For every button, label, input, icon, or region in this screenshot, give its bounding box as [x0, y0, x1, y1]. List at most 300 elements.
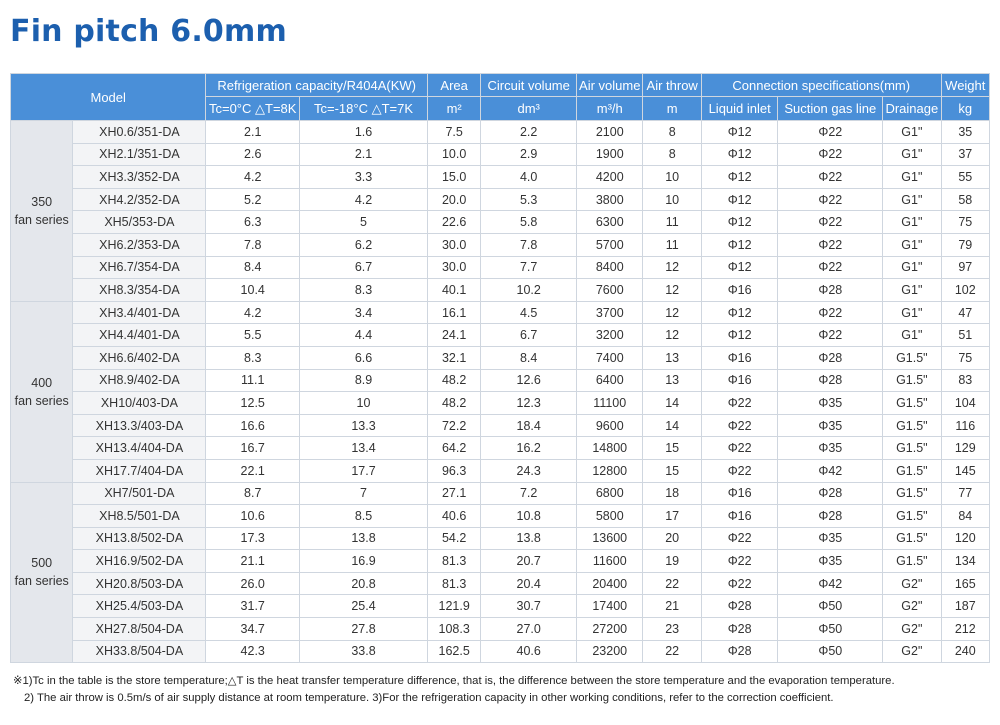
cell-circuit-volume: 7.2: [481, 482, 577, 505]
cell-circuit-volume: 12.6: [481, 369, 577, 392]
cell-model: XH0.6/351-DA: [73, 121, 206, 144]
page-title: Fin pitch 6.0mm: [10, 14, 287, 49]
cell-liquid-inlet: Φ22: [701, 572, 778, 595]
cell-model: XH13.8/502-DA: [73, 527, 206, 550]
cell-circuit-volume: 10.2: [481, 279, 577, 302]
cell-weight: 187: [941, 595, 989, 618]
cell-weight: 129: [941, 437, 989, 460]
table-row: [11, 279, 990, 302]
cell-refrig-tc0: 8.4: [206, 256, 300, 279]
cell-refrig-tc0: 7.8: [206, 233, 300, 256]
cell-area: 48.2: [427, 392, 480, 415]
header-air-throw: Air throw: [643, 74, 701, 97]
series-number: 350: [31, 194, 53, 209]
cell-refrig-tc0: 12.5: [206, 392, 300, 415]
table-row: [11, 256, 990, 279]
cell-circuit-volume: 13.8: [481, 527, 577, 550]
cell-suction-gas-line: Φ22: [778, 166, 883, 189]
cell-suction-gas-line: Φ22: [778, 233, 883, 256]
header-refrigeration: Refrigeration capacity/R404A(KW): [206, 74, 428, 97]
cell-air-volume: 8400: [577, 256, 643, 279]
cell-air-throw: 23: [643, 618, 701, 641]
cell-circuit-volume: 20.4: [481, 572, 577, 595]
cell-model: XH20.8/503-DA: [73, 572, 206, 595]
cell-suction-gas-line: Φ42: [778, 572, 883, 595]
cell-suction-gas-line: Φ50: [778, 640, 883, 663]
cell-circuit-volume: 40.6: [481, 640, 577, 663]
cell-suction-gas-line: Φ28: [778, 279, 883, 302]
cell-circuit-volume: 8.4: [481, 346, 577, 369]
cell-air-volume: 1900: [577, 143, 643, 166]
cell-model: XH3.3/352-DA: [73, 166, 206, 189]
cell-model: XH27.8/504-DA: [73, 618, 206, 641]
cell-drainage: G1": [883, 256, 941, 279]
cell-liquid-inlet: Φ12: [701, 233, 778, 256]
cell-refrig-tc-18: 10: [300, 392, 428, 415]
cell-circuit-volume: 16.2: [481, 437, 577, 460]
header-suction-gas-line: Suction gas line: [778, 97, 883, 121]
cell-area: 48.2: [427, 369, 480, 392]
cell-refrig-tc-18: 6.7: [300, 256, 428, 279]
cell-air-throw: 21: [643, 595, 701, 618]
cell-air-throw: 22: [643, 572, 701, 595]
cell-air-volume: 2100: [577, 121, 643, 144]
cell-air-throw: 8: [643, 121, 701, 144]
cell-refrig-tc0: 26.0: [206, 572, 300, 595]
cell-model: XH13.4/404-DA: [73, 437, 206, 460]
cell-refrig-tc-18: 8.5: [300, 505, 428, 528]
cell-model: XH5/353-DA: [73, 211, 206, 234]
cell-air-throw: 15: [643, 459, 701, 482]
table-row: [11, 527, 990, 550]
cell-drainage: G2": [883, 618, 941, 641]
cell-drainage: G1": [883, 233, 941, 256]
cell-liquid-inlet: Φ12: [701, 188, 778, 211]
table-body: [11, 121, 990, 663]
table-row: [11, 233, 990, 256]
cell-weight: 102: [941, 279, 989, 302]
cell-weight: 35: [941, 121, 989, 144]
series-label: [11, 301, 73, 482]
cell-drainage: G1": [883, 211, 941, 234]
cell-drainage: G2": [883, 640, 941, 663]
cell-refrig-tc-18: 6.2: [300, 233, 428, 256]
cell-liquid-inlet: Φ16: [701, 369, 778, 392]
cell-weight: 145: [941, 459, 989, 482]
cell-area: 121.9: [427, 595, 480, 618]
header-connection: Connection specifications(mm): [701, 74, 941, 97]
cell-refrig-tc-18: 13.4: [300, 437, 428, 460]
cell-air-volume: 9600: [577, 414, 643, 437]
cell-liquid-inlet: Φ12: [701, 256, 778, 279]
cell-refrig-tc0: 5.5: [206, 324, 300, 347]
table-row: [11, 143, 990, 166]
cell-refrig-tc0: 5.2: [206, 188, 300, 211]
cell-liquid-inlet: Φ22: [701, 550, 778, 573]
cell-liquid-inlet: Φ12: [701, 211, 778, 234]
cell-liquid-inlet: Φ28: [701, 595, 778, 618]
table-row: [11, 324, 990, 347]
table-row: [11, 121, 990, 144]
cell-weight: 104: [941, 392, 989, 415]
cell-liquid-inlet: Φ22: [701, 392, 778, 415]
cell-suction-gas-line: Φ22: [778, 188, 883, 211]
cell-refrig-tc-18: 20.8: [300, 572, 428, 595]
cell-air-volume: 7600: [577, 279, 643, 302]
cell-refrig-tc0: 16.7: [206, 437, 300, 460]
cell-liquid-inlet: Φ28: [701, 640, 778, 663]
cell-circuit-volume: 2.9: [481, 143, 577, 166]
cell-refrig-tc-18: 3.3: [300, 166, 428, 189]
cell-model: XH4.2/352-DA: [73, 188, 206, 211]
cell-drainage: G1": [883, 143, 941, 166]
series-text: fan series: [14, 393, 69, 408]
table-row: [11, 369, 990, 392]
cell-circuit-volume: 18.4: [481, 414, 577, 437]
spec-table: [10, 73, 990, 663]
header-circuit-unit: dm³: [481, 97, 577, 121]
cell-refrig-tc0: 2.6: [206, 143, 300, 166]
cell-suction-gas-line: Φ28: [778, 369, 883, 392]
cell-refrig-tc-18: 33.8: [300, 640, 428, 663]
cell-refrig-tc-18: 5: [300, 211, 428, 234]
cell-refrig-tc-18: 3.4: [300, 301, 428, 324]
cell-weight: 97: [941, 256, 989, 279]
cell-area: 24.1: [427, 324, 480, 347]
cell-refrig-tc0: 8.3: [206, 346, 300, 369]
cell-air-volume: 3200: [577, 324, 643, 347]
cell-liquid-inlet: Φ16: [701, 505, 778, 528]
header-area-unit: m²: [427, 97, 480, 121]
cell-suction-gas-line: Φ22: [778, 143, 883, 166]
cell-refrig-tc-18: 8.9: [300, 369, 428, 392]
cell-area: 22.6: [427, 211, 480, 234]
header-refrig-condition-1: Tc=0°C △T=8K: [206, 97, 300, 121]
cell-model: XH7/501-DA: [73, 482, 206, 505]
cell-suction-gas-line: Φ35: [778, 392, 883, 415]
cell-refrig-tc0: 31.7: [206, 595, 300, 618]
cell-air-throw: 12: [643, 324, 701, 347]
cell-area: 32.1: [427, 346, 480, 369]
series-number: 400: [31, 375, 53, 390]
cell-air-volume: 12800: [577, 459, 643, 482]
cell-circuit-volume: 27.0: [481, 618, 577, 641]
cell-drainage: G1.5": [883, 482, 941, 505]
cell-drainage: G1": [883, 301, 941, 324]
cell-air-volume: 3700: [577, 301, 643, 324]
cell-suction-gas-line: Φ22: [778, 121, 883, 144]
cell-circuit-volume: 6.7: [481, 324, 577, 347]
cell-refrig-tc0: 34.7: [206, 618, 300, 641]
cell-liquid-inlet: Φ28: [701, 618, 778, 641]
cell-drainage: G1.5": [883, 550, 941, 573]
cell-air-volume: 6300: [577, 211, 643, 234]
cell-suction-gas-line: Φ35: [778, 527, 883, 550]
cell-model: XH16.9/502-DA: [73, 550, 206, 573]
cell-suction-gas-line: Φ50: [778, 618, 883, 641]
cell-refrig-tc0: 4.2: [206, 301, 300, 324]
cell-air-throw: 22: [643, 640, 701, 663]
cell-circuit-volume: 2.2: [481, 121, 577, 144]
cell-refrig-tc0: 16.6: [206, 414, 300, 437]
cell-area: 64.2: [427, 437, 480, 460]
cell-air-throw: 10: [643, 188, 701, 211]
cell-liquid-inlet: Φ16: [701, 346, 778, 369]
cell-air-volume: 3800: [577, 188, 643, 211]
cell-drainage: G1.5": [883, 437, 941, 460]
cell-refrig-tc0: 42.3: [206, 640, 300, 663]
table-row: [11, 459, 990, 482]
cell-area: 108.3: [427, 618, 480, 641]
header-weight: Weight: [941, 74, 989, 97]
cell-air-throw: 19: [643, 550, 701, 573]
cell-model: XH4.4/401-DA: [73, 324, 206, 347]
cell-liquid-inlet: Φ12: [701, 143, 778, 166]
header-air-volume-unit: m³/h: [577, 97, 643, 121]
cell-refrig-tc-18: 8.3: [300, 279, 428, 302]
cell-suction-gas-line: Φ35: [778, 550, 883, 573]
cell-drainage: G1": [883, 188, 941, 211]
cell-air-throw: 12: [643, 256, 701, 279]
table-row: [11, 392, 990, 415]
table-row: [11, 166, 990, 189]
cell-drainage: G1.5": [883, 505, 941, 528]
cell-model: XH6.2/353-DA: [73, 233, 206, 256]
cell-area: 162.5: [427, 640, 480, 663]
cell-area: 40.1: [427, 279, 480, 302]
cell-air-throw: 20: [643, 527, 701, 550]
cell-suction-gas-line: Φ42: [778, 459, 883, 482]
cell-circuit-volume: 20.7: [481, 550, 577, 573]
cell-refrig-tc0: 21.1: [206, 550, 300, 573]
cell-refrig-tc0: 22.1: [206, 459, 300, 482]
cell-drainage: G1.5": [883, 527, 941, 550]
cell-weight: 83: [941, 369, 989, 392]
cell-air-volume: 4200: [577, 166, 643, 189]
cell-refrig-tc-18: 4.2: [300, 188, 428, 211]
series-number: 500: [31, 556, 53, 571]
cell-weight: 47: [941, 301, 989, 324]
cell-area: 72.2: [427, 414, 480, 437]
cell-air-throw: 13: [643, 369, 701, 392]
cell-liquid-inlet: Φ12: [701, 121, 778, 144]
cell-air-volume: 11100: [577, 392, 643, 415]
cell-weight: 79: [941, 233, 989, 256]
header-model: Model: [11, 74, 206, 121]
cell-air-volume: 13600: [577, 527, 643, 550]
cell-area: 15.0: [427, 166, 480, 189]
cell-model: XH17.7/404-DA: [73, 459, 206, 482]
cell-model: XH8.9/402-DA: [73, 369, 206, 392]
cell-suction-gas-line: Φ28: [778, 505, 883, 528]
footnotes: [13, 673, 895, 707]
header-air-volume: Air volume: [577, 74, 643, 97]
table-row: [11, 301, 990, 324]
cell-air-throw: 14: [643, 392, 701, 415]
cell-liquid-inlet: Φ16: [701, 482, 778, 505]
cell-weight: 134: [941, 550, 989, 573]
cell-weight: 165: [941, 572, 989, 595]
cell-air-throw: 14: [643, 414, 701, 437]
cell-refrig-tc-18: 1.6: [300, 121, 428, 144]
cell-air-volume: 6400: [577, 369, 643, 392]
cell-circuit-volume: 24.3: [481, 459, 577, 482]
cell-weight: 120: [941, 527, 989, 550]
cell-model: XH25.4/503-DA: [73, 595, 206, 618]
cell-model: XH10/403-DA: [73, 392, 206, 415]
cell-refrig-tc-18: 2.1: [300, 143, 428, 166]
cell-circuit-volume: 7.7: [481, 256, 577, 279]
cell-area: 10.0: [427, 143, 480, 166]
header-refrig-condition-2: Tc=-18°C △T=7K: [300, 97, 428, 121]
cell-circuit-volume: 5.3: [481, 188, 577, 211]
cell-air-volume: 5700: [577, 233, 643, 256]
cell-drainage: G1.5": [883, 369, 941, 392]
series-text: fan series: [14, 212, 69, 227]
cell-area: 27.1: [427, 482, 480, 505]
cell-circuit-volume: 30.7: [481, 595, 577, 618]
cell-air-throw: 15: [643, 437, 701, 460]
cell-drainage: G1": [883, 324, 941, 347]
cell-weight: 116: [941, 414, 989, 437]
table-row: [11, 211, 990, 234]
cell-refrig-tc-18: 7: [300, 482, 428, 505]
cell-circuit-volume: 4.0: [481, 166, 577, 189]
cell-liquid-inlet: Φ22: [701, 414, 778, 437]
cell-air-volume: 7400: [577, 346, 643, 369]
header-drainage: Drainage: [883, 97, 941, 121]
cell-model: XH8.3/354-DA: [73, 279, 206, 302]
cell-liquid-inlet: Φ12: [701, 166, 778, 189]
cell-air-volume: 5800: [577, 505, 643, 528]
cell-air-throw: 18: [643, 482, 701, 505]
cell-weight: 51: [941, 324, 989, 347]
table-row: [11, 437, 990, 460]
cell-model: XH8.5/501-DA: [73, 505, 206, 528]
cell-refrig-tc-18: 6.6: [300, 346, 428, 369]
cell-area: 54.2: [427, 527, 480, 550]
header-weight-unit: kg: [941, 97, 989, 121]
cell-refrig-tc-18: 16.9: [300, 550, 428, 573]
cell-suction-gas-line: Φ35: [778, 414, 883, 437]
cell-refrig-tc0: 10.4: [206, 279, 300, 302]
cell-drainage: G1": [883, 279, 941, 302]
cell-refrig-tc-18: 13.3: [300, 414, 428, 437]
cell-drainage: G1": [883, 121, 941, 144]
cell-weight: 75: [941, 211, 989, 234]
cell-weight: 37: [941, 143, 989, 166]
table-row: [11, 618, 990, 641]
cell-drainage: G1.5": [883, 346, 941, 369]
cell-model: XH3.4/401-DA: [73, 301, 206, 324]
table-row: [11, 414, 990, 437]
cell-area: 30.0: [427, 233, 480, 256]
cell-circuit-volume: 7.8: [481, 233, 577, 256]
cell-model: XH13.3/403-DA: [73, 414, 206, 437]
cell-area: 40.6: [427, 505, 480, 528]
cell-circuit-volume: 10.8: [481, 505, 577, 528]
cell-liquid-inlet: Φ16: [701, 279, 778, 302]
cell-weight: 55: [941, 166, 989, 189]
cell-liquid-inlet: Φ12: [701, 301, 778, 324]
series-label: [11, 121, 73, 302]
cell-weight: 77: [941, 482, 989, 505]
cell-weight: 84: [941, 505, 989, 528]
cell-refrig-tc0: 17.3: [206, 527, 300, 550]
cell-model: XH33.8/504-DA: [73, 640, 206, 663]
cell-air-throw: 12: [643, 301, 701, 324]
cell-suction-gas-line: Φ28: [778, 482, 883, 505]
cell-drainage: G1.5": [883, 459, 941, 482]
cell-liquid-inlet: Φ22: [701, 527, 778, 550]
cell-drainage: G2": [883, 572, 941, 595]
cell-refrig-tc0: 11.1: [206, 369, 300, 392]
series-text: fan series: [14, 574, 69, 589]
cell-suction-gas-line: Φ22: [778, 301, 883, 324]
cell-suction-gas-line: Φ22: [778, 256, 883, 279]
cell-model: XH6.6/402-DA: [73, 346, 206, 369]
cell-refrig-tc-18: 4.4: [300, 324, 428, 347]
series-label: [11, 482, 73, 663]
cell-suction-gas-line: Φ22: [778, 324, 883, 347]
cell-air-volume: 11600: [577, 550, 643, 573]
cell-refrig-tc0: 4.2: [206, 166, 300, 189]
cell-suction-gas-line: Φ35: [778, 437, 883, 460]
table-row: [11, 482, 990, 505]
cell-refrig-tc-18: 17.7: [300, 459, 428, 482]
cell-refrig-tc0: 10.6: [206, 505, 300, 528]
cell-circuit-volume: 12.3: [481, 392, 577, 415]
cell-air-throw: 8: [643, 143, 701, 166]
cell-area: 81.3: [427, 550, 480, 573]
cell-refrig-tc-18: 13.8: [300, 527, 428, 550]
cell-weight: 240: [941, 640, 989, 663]
cell-refrig-tc-18: 25.4: [300, 595, 428, 618]
table-row: [11, 640, 990, 663]
cell-drainage: G1.5": [883, 414, 941, 437]
table-row: [11, 346, 990, 369]
cell-air-volume: 6800: [577, 482, 643, 505]
cell-model: XH6.7/354-DA: [73, 256, 206, 279]
cell-liquid-inlet: Φ22: [701, 459, 778, 482]
cell-air-volume: 14800: [577, 437, 643, 460]
cell-air-throw: 17: [643, 505, 701, 528]
footnote-line-2: 2) The air throw is 0.5m/s of air supply distance at room temperature. 3)For the refrigeration capacity in other working conditions, refer to the correction coefficient.: [24, 692, 834, 704]
cell-circuit-volume: 4.5: [481, 301, 577, 324]
table-row: [11, 550, 990, 573]
cell-model: XH2.1/351-DA: [73, 143, 206, 166]
header-air-throw-unit: m: [643, 97, 701, 121]
cell-liquid-inlet: Φ12: [701, 324, 778, 347]
cell-drainage: G1": [883, 166, 941, 189]
table-row: [11, 595, 990, 618]
table-row: [11, 505, 990, 528]
cell-air-throw: 13: [643, 346, 701, 369]
cell-area: 30.0: [427, 256, 480, 279]
cell-air-throw: 10: [643, 166, 701, 189]
cell-area: 96.3: [427, 459, 480, 482]
table-row: [11, 572, 990, 595]
cell-drainage: G1.5": [883, 392, 941, 415]
cell-liquid-inlet: Φ22: [701, 437, 778, 460]
cell-suction-gas-line: Φ50: [778, 595, 883, 618]
cell-circuit-volume: 5.8: [481, 211, 577, 234]
cell-weight: 75: [941, 346, 989, 369]
cell-air-volume: 27200: [577, 618, 643, 641]
cell-air-volume: 17400: [577, 595, 643, 618]
cell-suction-gas-line: Φ22: [778, 211, 883, 234]
table-row: [11, 188, 990, 211]
